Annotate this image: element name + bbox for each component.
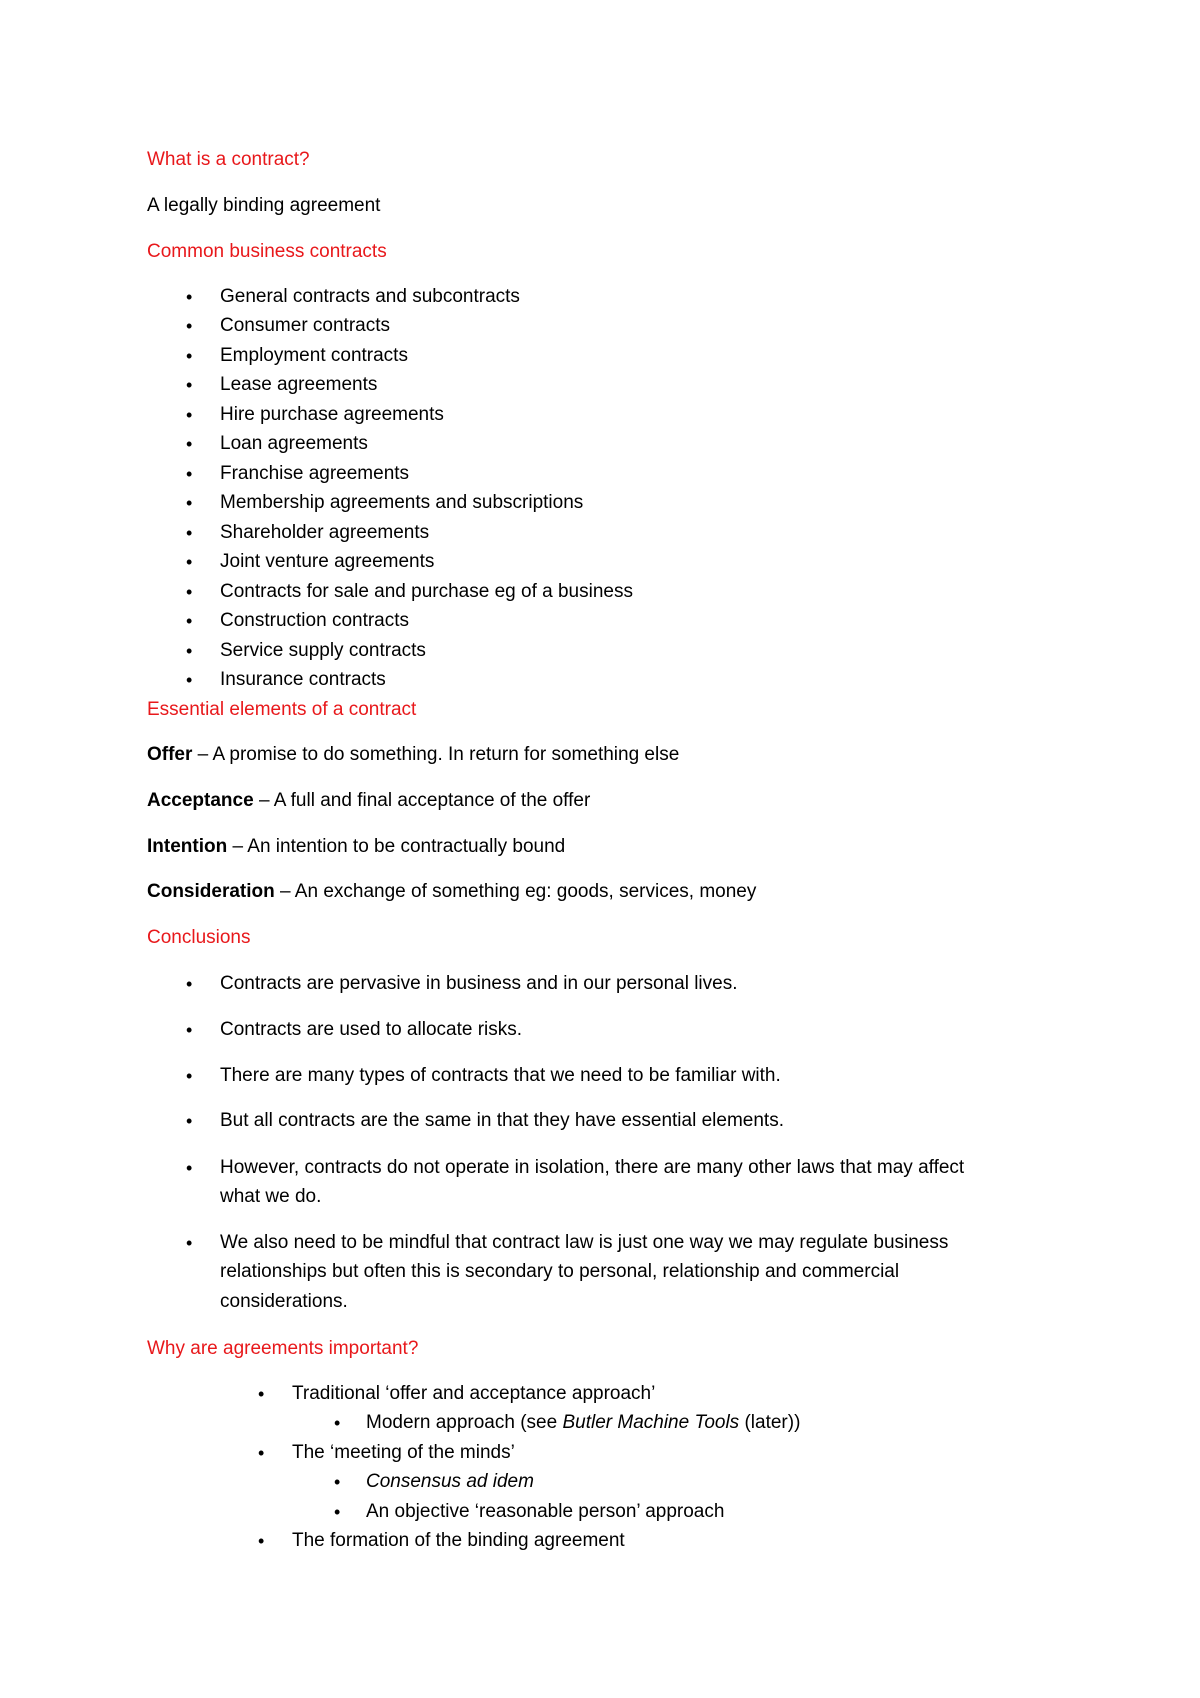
list-item-continuation: considerations. [220, 1291, 348, 1312]
element-term: Acceptance [147, 790, 254, 811]
bullet-icon: • [334, 1472, 341, 1492]
element-term: Intention [147, 836, 228, 857]
list-item: Hire purchase agreements [220, 404, 444, 425]
element-term: Offer [147, 744, 193, 765]
element-intention [147, 836, 565, 858]
list-item-modern [366, 1412, 800, 1434]
heading-what-is-contract: What is a contract? [147, 149, 310, 170]
bullet-icon: • [186, 493, 193, 513]
element-desc: – A full and final acceptance of the offer [253, 790, 591, 811]
list-item: Contracts are used to allocate risks. [220, 1019, 523, 1040]
list-item: We also need to be mindful that contract law is just one way we may regulate business [220, 1232, 949, 1253]
bullet-icon: • [186, 405, 193, 425]
element-acceptance [147, 790, 590, 812]
list-item-formation: The formation of the binding agreement [292, 1530, 625, 1551]
bullet-icon: • [186, 523, 193, 543]
list-item: Joint venture agreements [220, 551, 435, 572]
modern-prefix: Modern approach (see [366, 1412, 563, 1433]
element-desc: – A promise to do something. In return for something else [192, 744, 680, 765]
element-offer [147, 744, 679, 766]
list-item: However, contracts do not operate in isolation, there are many other laws that may affect [220, 1157, 965, 1178]
list-item: Construction contracts [220, 610, 410, 631]
list-item: General contracts and subcontracts [220, 286, 520, 307]
heading-common-contracts: Common business contracts [147, 241, 387, 262]
list-item: Lease agreements [220, 374, 378, 395]
list-item: There are many types of contracts that we need to be familiar with. [220, 1065, 781, 1086]
list-item: Employment contracts [220, 345, 408, 366]
list-item: Service supply contracts [220, 640, 426, 661]
list-item-meeting: The ‘meeting of the minds’ [292, 1442, 515, 1463]
bullet-icon: • [186, 316, 193, 336]
element-desc: – An intention to be contractually bound [227, 836, 566, 857]
bullet-icon: • [186, 641, 193, 661]
bullet-icon: • [186, 1020, 193, 1040]
bullet-icon: • [186, 1233, 193, 1253]
contract-definition: A legally binding agreement [147, 195, 381, 216]
bullet-icon: • [186, 464, 193, 484]
bullet-icon: • [334, 1502, 341, 1522]
bullet-icon: • [186, 582, 193, 602]
list-item: Shareholder agreements [220, 522, 430, 543]
latin-phrase: Consensus ad idem [366, 1471, 534, 1492]
list-item: Contracts are pervasive in business and in our personal lives. [220, 973, 738, 994]
bullet-icon: • [186, 611, 193, 631]
list-item: But all contracts are the same in that they have essential elements. [220, 1110, 784, 1131]
bullet-icon: • [258, 1443, 265, 1463]
bullet-icon: • [186, 1158, 193, 1178]
bullet-icon: • [258, 1531, 265, 1551]
list-item-continuation: what we do. [220, 1186, 322, 1207]
heading-conclusions: Conclusions [147, 927, 251, 948]
bullet-icon: • [186, 375, 193, 395]
list-item: Insurance contracts [220, 669, 386, 690]
element-term: Consideration [147, 881, 275, 902]
bullet-icon: • [186, 1111, 193, 1131]
list-item: Membership agreements and subscriptions [220, 492, 584, 513]
list-item-continuation: relationships but often this is secondary to personal, relationship and commercial [220, 1261, 900, 1282]
element-consideration [147, 881, 756, 903]
list-item-consensus [366, 1471, 534, 1493]
bullet-icon: • [186, 287, 193, 307]
bullet-icon: • [334, 1413, 341, 1433]
case-name: Butler Machine Tools [562, 1412, 740, 1433]
bullet-icon: • [186, 974, 193, 994]
list-item-objective: An objective ‘reasonable person’ approach [366, 1501, 725, 1522]
bullet-icon: • [186, 670, 193, 690]
list-item: Loan agreements [220, 433, 368, 454]
list-item: Consumer contracts [220, 315, 391, 336]
list-item: Contracts for sale and purchase eg of a business [220, 581, 633, 602]
heading-why-agreements: Why are agreements important? [147, 1338, 419, 1359]
list-item-traditional: Traditional ‘offer and acceptance approach’ [292, 1383, 656, 1404]
bullet-icon: • [186, 552, 193, 572]
modern-suffix: (later)) [739, 1412, 801, 1433]
heading-essential-elements: Essential elements of a contract [147, 699, 417, 720]
bullet-icon: • [186, 346, 193, 366]
bullet-icon: • [258, 1384, 265, 1404]
element-desc: – An exchange of something eg: goods, services, money [274, 881, 757, 902]
list-item: Franchise agreements [220, 463, 410, 484]
bullet-icon: • [186, 1066, 193, 1086]
bullet-icon: • [186, 434, 193, 454]
